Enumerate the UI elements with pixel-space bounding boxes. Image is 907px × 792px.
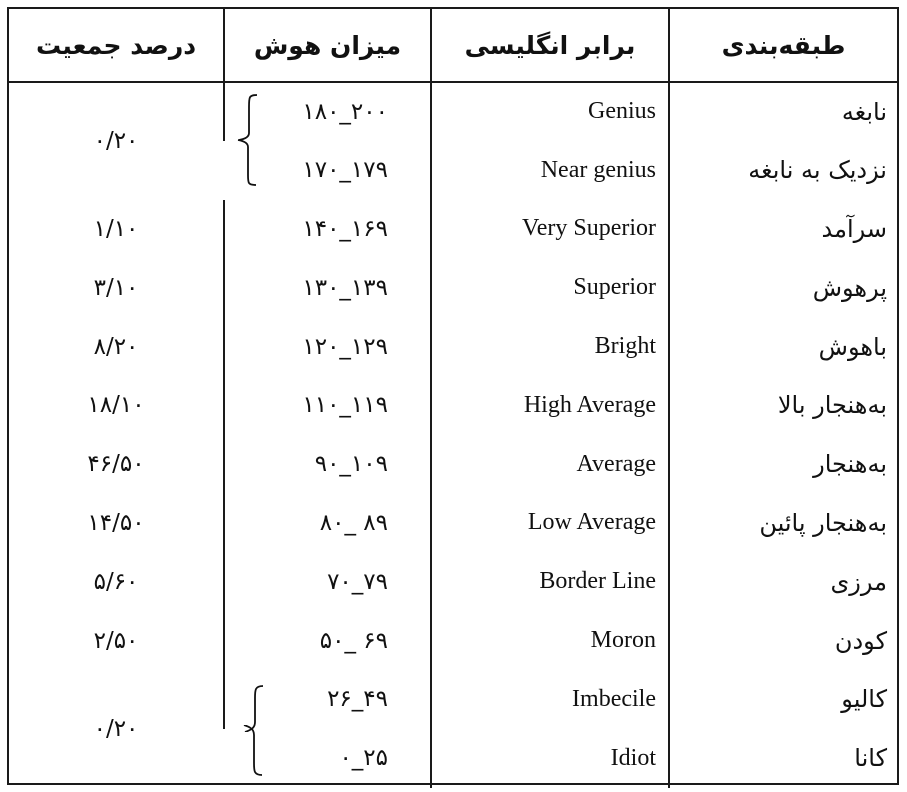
classification-cell: به‌هنجار پائین xyxy=(669,494,897,553)
iq-cell xyxy=(224,82,431,141)
iq-cell xyxy=(224,670,431,729)
iq-cell: ۱۴۰_۱۶۹ xyxy=(224,200,431,259)
english-cell: Genius xyxy=(431,82,669,141)
iq-cell: ۱۳۰_۱۳۹ xyxy=(224,258,431,317)
table-row xyxy=(9,435,897,494)
english-cell: Low Average xyxy=(431,494,669,553)
header-classification: طبقه‌بندی xyxy=(669,9,897,82)
table-row xyxy=(9,552,897,611)
classification-cell: سرآمد xyxy=(669,200,897,259)
iq-range-value: ۲۶_۴۹ xyxy=(327,686,388,713)
percent-cell: ۸/۲۰ xyxy=(93,333,139,360)
classification-cell: مرزی xyxy=(669,552,897,611)
bracket-top-icon xyxy=(237,93,259,141)
classification-cell: باهوش xyxy=(669,317,897,376)
iq-range-value: ۱۷۰_۱۷۹ xyxy=(302,157,388,184)
english-cell: Border Line xyxy=(431,552,669,611)
classification-cell: به‌هنجار xyxy=(669,435,897,494)
percent-cell: ۴۶/۵۰ xyxy=(87,451,145,478)
iq-cell: ۸۰_ ۸۹ xyxy=(224,494,431,553)
percent-cell: ۰/۲۰ xyxy=(93,128,139,155)
header-english-equivalent: برابر انگلیسی xyxy=(431,9,669,82)
iq-cell xyxy=(224,141,431,200)
percent-cell: ۲/۵۰ xyxy=(93,627,139,654)
table-row xyxy=(9,494,897,553)
classification-cell: کودن xyxy=(669,611,897,670)
percent-cell: ۱۸/۱۰ xyxy=(87,392,145,419)
english-cell: Moron xyxy=(431,611,669,670)
table-row xyxy=(9,317,897,376)
iq-cell: ۷۰_۷۹ xyxy=(224,552,431,611)
english-cell: High Average xyxy=(431,376,669,435)
english-cell: Superior xyxy=(431,258,669,317)
english-cell: Bright xyxy=(431,317,669,376)
iq-classification-table-frame xyxy=(7,7,899,785)
classification-cell: به‌هنجار بالا xyxy=(669,376,897,435)
curly-brace-bottom-icon xyxy=(240,725,266,777)
percent-cell: ۵/۶۰ xyxy=(93,568,139,595)
table-row xyxy=(9,82,897,141)
table-row xyxy=(9,258,897,317)
percent-cell: ۳/۱۰ xyxy=(93,274,139,301)
table-row xyxy=(9,200,897,259)
iq-cell xyxy=(224,729,431,788)
percent-cell: ۱۴/۵۰ xyxy=(87,509,145,536)
table-row xyxy=(9,376,897,435)
english-cell: Idiot xyxy=(431,729,669,788)
bracket-bottom-icon xyxy=(236,139,258,187)
percent-cell: ۰/۲۰ xyxy=(93,715,139,742)
classification-cell: کالیو xyxy=(669,670,897,729)
classification-cell: پرهوش xyxy=(669,258,897,317)
iq-range-value: ۰_۲۵ xyxy=(339,745,388,772)
classification-cell: کانا xyxy=(669,729,897,788)
iq-range-value: ۱۸۰_۲۰۰ xyxy=(302,98,388,125)
english-cell: Average xyxy=(431,435,669,494)
header-row xyxy=(9,9,897,82)
iq-cell: ۱۲۰_۱۲۹ xyxy=(224,317,431,376)
iq-cell: ۹۰_۱۰۹ xyxy=(224,435,431,494)
header-iq-range: میزان هوش xyxy=(224,9,431,82)
classification-cell: نزدیک به نابغه xyxy=(669,141,897,200)
iq-cell: ۵۰_ ۶۹ xyxy=(224,611,431,670)
english-cell: Very Superior xyxy=(431,200,669,259)
percent-cell: ۱/۱۰ xyxy=(93,215,139,242)
english-cell: Imbecile xyxy=(431,670,669,729)
iq-cell: ۱۱۰_۱۱۹ xyxy=(224,376,431,435)
english-cell: Near genius xyxy=(431,141,669,200)
iq-classification-table xyxy=(9,9,897,788)
classification-cell: نابغه xyxy=(669,82,897,141)
header-population-percent: درصد جمعیت xyxy=(9,9,224,82)
table-row xyxy=(9,670,897,729)
table-row xyxy=(9,611,897,670)
